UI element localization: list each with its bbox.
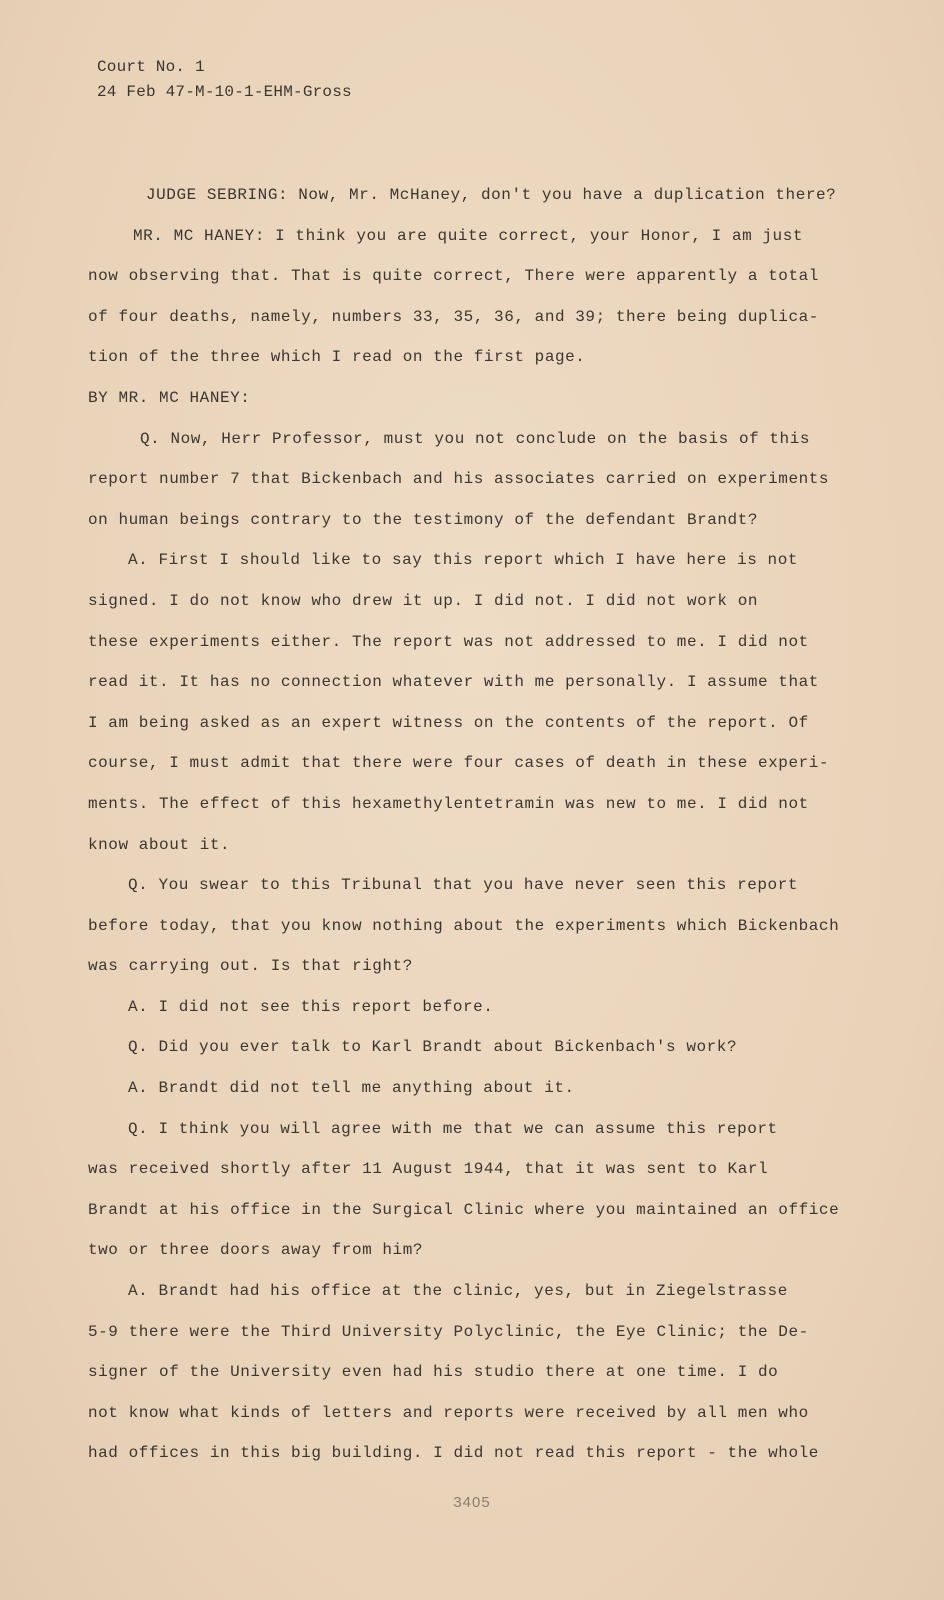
transcript-line: A. Brandt had his office at the clinic, yes, but in Ziegelstrasse [128,1282,788,1301]
transcript-line: these experiments either. The report was not addressed to me. I did not [88,632,809,651]
transcript-line: A. Brandt did not tell me anything about it. [128,1079,575,1098]
transcript-body [78,175,848,1474]
document-reference: 24 Feb 47-M-10-1-EHM-Gross [97,83,352,101]
transcript-line: I am being asked as an expert witness on the contents of the report. Of [88,713,809,732]
transcript-line: signer of the University even had his studio there at one time. I do [88,1363,779,1382]
transcript-line: before today, that you know nothing about the experiments which Bickenbach [88,916,840,935]
transcript-line: two or three doors away from him? [88,1241,424,1260]
document-header [97,55,352,105]
page-number: 3405 [453,1494,491,1511]
transcript-line: MR. MC HANEY: I think you are quite correct, your Honor, I am just [133,226,804,245]
transcript-line: signed. I do not know who drew it up. I did not. I did not work on [88,591,759,610]
transcript-line: 5-9 there were the Third University Polyclinic, the Eye Clinic; the De- [88,1322,809,1341]
transcript-line: Q. Now, Herr Professor, must you not conclude on the basis of this [140,429,811,448]
transcript-line: not know what kinds of letters and reports were received by all men who [88,1403,809,1422]
transcript-line: Brandt at his office in the Surgical Clinic where you maintained an office [88,1200,840,1219]
transcript-line: Q. Did you ever talk to Karl Brandt about Bickenbach's work? [128,1038,738,1057]
transcript-line: ments. The effect of this hexamethylentetramin was new to me. I did not [88,794,809,813]
transcript-line: tion of the three which I read on the first page. [88,348,586,367]
transcript-line: course, I must admit that there were four cases of death in these experi- [88,754,830,773]
court-number: Court No. 1 [97,58,205,76]
transcript-line: report number 7 that Bickenbach and his associates carried on experiments [88,470,830,489]
transcript-line: had offices in this big building. I did not read this report - the whole [88,1444,819,1463]
transcript-line: A. I did not see this report before. [128,997,494,1016]
transcript-line: JUDGE SEBRING: Now, Mr. McHaney, don't you have a duplication there? [146,186,837,204]
transcript-line: read it. It has no connection whatever with me personally. I assume that [88,673,819,692]
transcript-line: of four deaths, namely, numbers 33, 35, 36, and 39; there being duplica- [88,307,819,326]
transcript-line: know about it. [88,835,231,854]
transcript-line: Q. I think you will agree with me that we can assume this report [128,1119,778,1138]
transcript-line: Q. You swear to this Tribunal that you have never seen this report [128,876,799,895]
transcript-line: BY MR. MC HANEY: [88,388,251,407]
transcript-line: on human beings contrary to the testimony of the defendant Brandt? [88,510,759,529]
transcript-line: was received shortly after 11 August 1944, that it was sent to Karl [88,1160,769,1179]
transcript-line: A. First I should like to say this report which I have here is not [128,551,799,570]
transcript-line: now observing that. That is quite correct, There were apparently a total [88,267,819,286]
transcript-line: was carrying out. Is that right? [88,957,413,976]
